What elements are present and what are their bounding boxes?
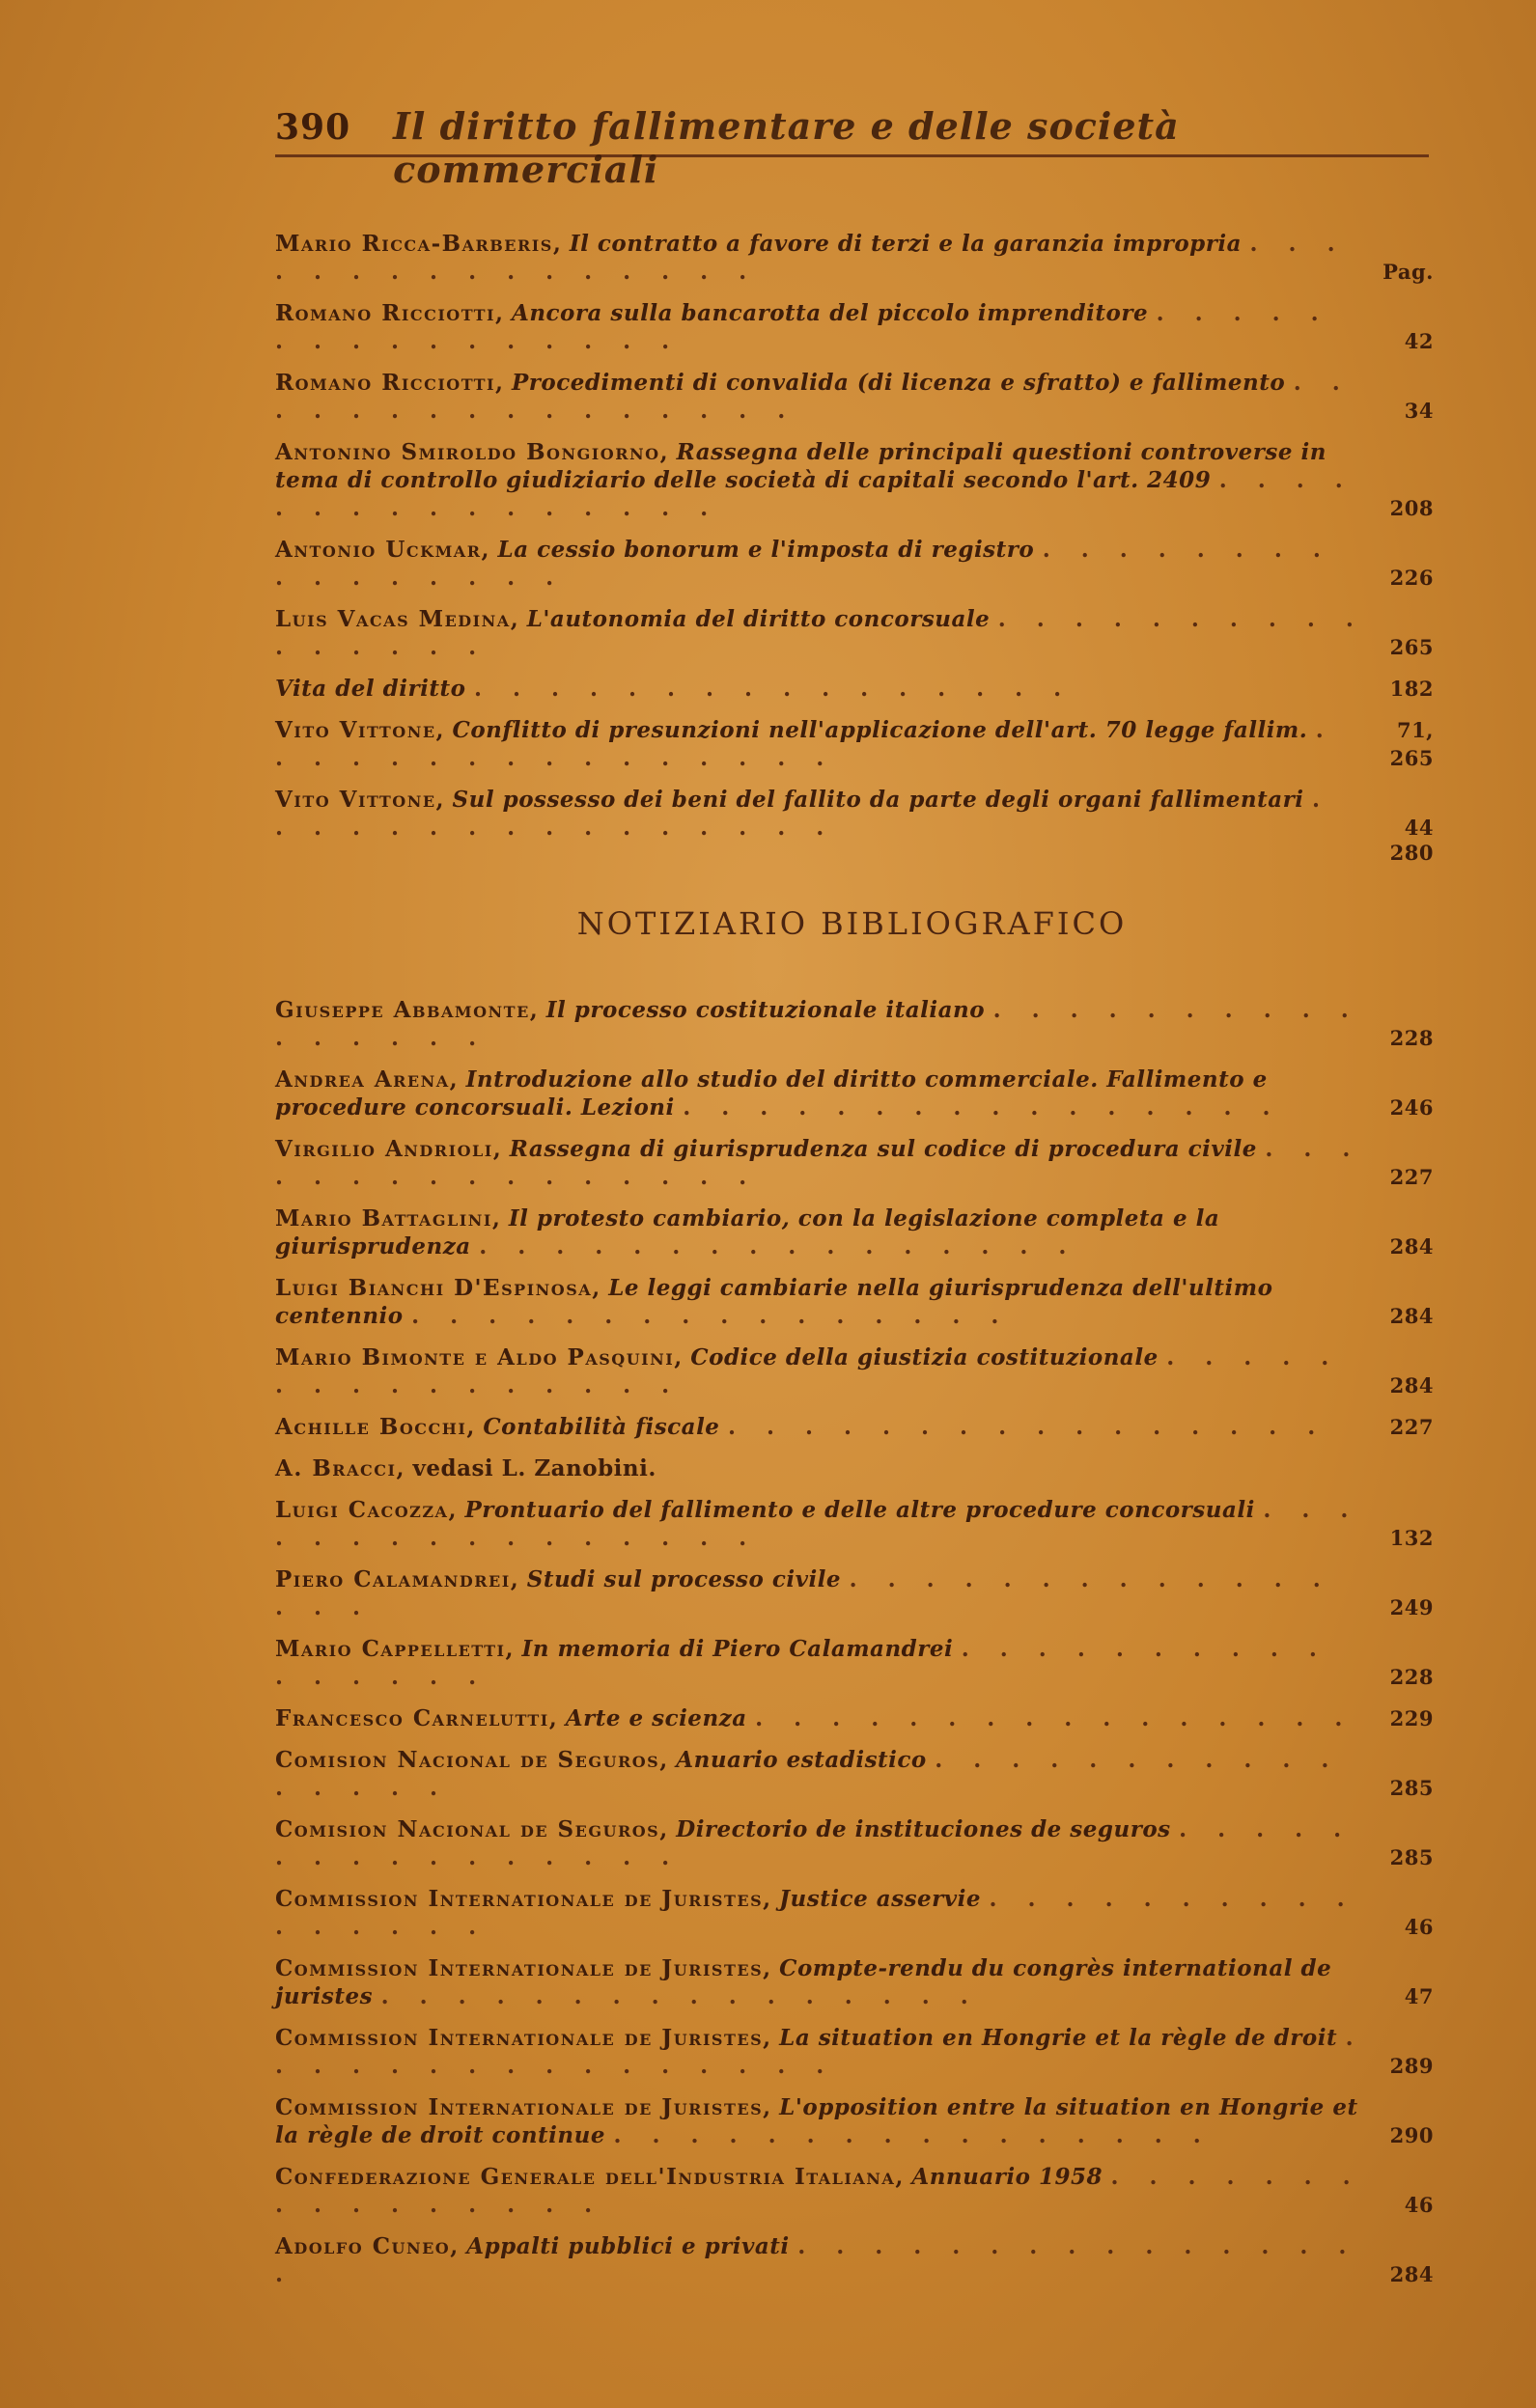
list-item: Andrea Arena, Introduzione allo studio del diritto commerciale. Fallimento e procedure concorsuali. Lezioni . . . . . . . . . . . . . . . . 246 bbox=[275, 1066, 1434, 1121]
entry-author: Virgilio Andrioli bbox=[275, 1136, 493, 1162]
entry-title: Directorio de instituciones de seguros bbox=[676, 1816, 1171, 1842]
page-number: 390 bbox=[275, 107, 351, 148]
entry-crossref: vedasi L. Zanobini. bbox=[412, 1455, 656, 1481]
entry-page: 182 bbox=[1389, 677, 1434, 701]
list-item: Virgilio Andrioli, Rassegna di giurisprudenza sul codice di procedura civile . . . . . . . . . . . . . . . . 227 bbox=[275, 1136, 1434, 1190]
running-header bbox=[275, 104, 1429, 191]
entry-page: 228 bbox=[1389, 1026, 1434, 1050]
entry-author: Antonino Smiroldo Bongiorno bbox=[275, 439, 660, 465]
list-item: Commission Internationale de Juristes, La situation en Hongrie et la règle de droit . . . . . . . . . . . . . . . . 289 bbox=[275, 2025, 1434, 2079]
list-item: Comision Nacional de Seguros, Anuario estadistico . . . . . . . . . . . . . . . . 285 bbox=[275, 1747, 1434, 1801]
entry-author: Luis Vacas Medina bbox=[275, 606, 511, 632]
entry-title: Le leggi cambiarie nella giurisprudenza dell'ultimo centennio bbox=[275, 1275, 1273, 1329]
list-item: Achille Bocchi, Contabilità fiscale . . . . . . . . . . . . . . . . 227 bbox=[275, 1414, 1434, 1440]
section-title: NOTIZIARIO BIBLIOGRAFICO bbox=[576, 905, 1128, 942]
entry-page: 249 bbox=[1389, 1595, 1434, 1619]
list-item: Mario Battaglini, Il protesto cambiario, con la legislazione completa e la giurisprudenza . . . . . . . . . . . . . . . . 284 bbox=[275, 1205, 1434, 1259]
articles-list bbox=[275, 230, 1434, 880]
entry-page: 285 bbox=[1389, 1776, 1434, 1800]
entry-author: Mario Bimonte e Aldo Pasquini bbox=[275, 1344, 675, 1370]
entry-page: 290 bbox=[1389, 2123, 1434, 2147]
entry-author: Confederazione Generale dell'Industria Italiana bbox=[275, 2164, 896, 2190]
entry-author: Vito Vittone bbox=[275, 787, 436, 813]
entry-title: Justice asservie bbox=[779, 1886, 982, 1912]
list-item: Vito Vittone, Conflitto di presunzioni nell'applicazione dell'art. 70 legge fallim. . . . . . . . . . . . . . . . . 71, 265 bbox=[275, 717, 1434, 771]
entry-author: A. Bracci bbox=[275, 1455, 397, 1481]
list-item: Adolfo Cuneo, Appalti pubblici e privati . . . . . . . . . . . . . . . . 284 bbox=[275, 2233, 1434, 2287]
list-item: Piero Calamandrei, Studi sul processo civile . . . . . . . . . . . . . . . . 249 bbox=[275, 1566, 1434, 1620]
entry-author: Comision Nacional de Seguros bbox=[275, 1747, 660, 1773]
entry-author: Andrea Arena bbox=[275, 1066, 450, 1093]
list-item: Confederazione Generale dell'Industria Italiana, Annuario 1958 . . . . . . . . . . . . . . . . 46 bbox=[275, 2164, 1434, 2218]
entry-page: 229 bbox=[1389, 1706, 1434, 1730]
list-item: Vito Vittone, Sul possesso dei beni del fallito da parte degli organi fallimentari . . . . . . . . . . . . . . . . 44 bbox=[275, 787, 1434, 841]
entry-page: 47 bbox=[1404, 1984, 1434, 2008]
entry-title: Rassegna delle principali questioni controverse in tema di controllo giudiziario delle società di capitali secondo l'art. 2409 bbox=[275, 439, 1327, 493]
entry-page: 44 bbox=[1404, 816, 1434, 840]
entry-author: Commission Internationale de Juristes bbox=[275, 1955, 764, 1981]
entry-title: Prontuario del fallimento e delle altre procedure concorsuali bbox=[464, 1497, 1255, 1523]
entry-title: L'autonomia del diritto concorsuale bbox=[526, 606, 991, 632]
entry-title: La cessio bonorum e l'imposta di registro bbox=[497, 537, 1035, 563]
entry-author: Luigi Cacozza bbox=[275, 1497, 449, 1523]
entry-author: Mario Cappelletti bbox=[275, 1636, 506, 1662]
entry-author: Achille Bocchi bbox=[275, 1414, 467, 1440]
entry-title: Procedimenti di convalida (di licenza e sfratto) e fallimento bbox=[511, 370, 1286, 396]
entry-author: Mario Battaglini bbox=[275, 1205, 492, 1232]
entry-author: Commission Internationale de Juristes bbox=[275, 2025, 764, 2051]
entry-page: 34 bbox=[1404, 399, 1434, 423]
entry-title: La situation en Hongrie et la règle de droit bbox=[779, 2025, 1338, 2051]
entry-author: Romano Ricciotti bbox=[275, 370, 495, 396]
entry-page: 208 bbox=[1389, 496, 1434, 520]
entry-title: Codice della giustizia costituzionale bbox=[690, 1344, 1159, 1370]
list-item: Antonio Uckmar, La cessio bonorum e l'imposta di registro . . . . . . . . . . . . . . . . 226 bbox=[275, 537, 1434, 591]
entry-page: 71, 265 bbox=[1389, 718, 1434, 770]
entry-title: L'opposition entre la situation en Hongrie et la règle de droit continue bbox=[275, 2094, 1358, 2148]
entry-title: Studi sul processo civile bbox=[526, 1566, 842, 1592]
list-item: Francesco Carnelutti, Arte e scienza . . . . . . . . . . . . . . . . 229 bbox=[275, 1705, 1434, 1731]
list-item: Commission Internationale de Juristes, Compte-rendu du congrès international de juristes . . . . . . . . . . . . . . . . 47 bbox=[275, 1955, 1434, 2009]
list-item: Vita del diritto . . . . . . . . . . . . . . . . 182 bbox=[275, 676, 1434, 702]
running-title: Il diritto fallimentare e delle società commerciali bbox=[393, 104, 1180, 191]
entry-author: Romano Ricciotti bbox=[275, 300, 495, 326]
entry-title: Rassegna di giurisprudenza sul codice di procedura civile bbox=[509, 1136, 1257, 1162]
entry-author: Piero Calamandrei bbox=[275, 1566, 511, 1592]
list-item: Commission Internationale de Juristes, Justice asservie . . . . . . . . . . . . . . . . 46 bbox=[275, 1886, 1434, 1940]
entry-page: 228 bbox=[1389, 1665, 1434, 1689]
entry-page: 280 bbox=[1389, 841, 1434, 865]
entry-author: Mario Ricca-Barberis bbox=[275, 231, 553, 257]
list-item: Giuseppe Abbamonte, Il processo costituzionale italiano . . . . . . . . . . . . . . . . 228 bbox=[275, 997, 1434, 1051]
entry-author: Adolfo Cuneo bbox=[275, 2233, 451, 2259]
entry-title: In memoria di Piero Calamandrei bbox=[521, 1636, 954, 1662]
entry-page: 132 bbox=[1389, 1526, 1434, 1550]
entry-title: Compte-rendu du congrès international de juristes bbox=[275, 1955, 1332, 2009]
entry-page: 285 bbox=[1389, 1845, 1434, 1869]
entry-title: Contabilità fiscale bbox=[483, 1414, 720, 1440]
entry-title: Ancora sulla bancarotta del piccolo imprenditore bbox=[511, 300, 1149, 326]
entry-title: Annuario 1958 bbox=[911, 2164, 1103, 2190]
list-item: Luigi Cacozza, Prontuario del fallimento e delle altre procedure concorsuali . . . . . . . . . . . . . . . . 132 bbox=[275, 1497, 1434, 1551]
entry-page: 265 bbox=[1389, 635, 1434, 659]
list-item: Romano Ricciotti, Ancora sulla bancarotta del piccolo imprenditore . . . . . . . . . . . . . . . . 42 bbox=[275, 300, 1434, 354]
entry-title: Vita del diritto bbox=[275, 676, 466, 702]
list-item bbox=[275, 841, 1434, 867]
entry-title: Introduzione allo studio del diritto commerciale. Fallimento e procedure concorsuali. Lezioni bbox=[275, 1066, 1268, 1121]
entry-title: Appalti pubblici e privati bbox=[466, 2233, 790, 2259]
bibliography-list bbox=[275, 996, 1434, 2302]
entry-page: Pag. bbox=[1382, 260, 1434, 284]
list-item: Comision Nacional de Seguros, Directorio de instituciones de seguros . . . . . . . . . . . . . . . . 285 bbox=[275, 1816, 1434, 1870]
list-item: Mario Cappelletti, In memoria di Piero Calamandrei . . . . . . . . . . . . . . . . 228 bbox=[275, 1636, 1434, 1690]
list-item: Antonino Smiroldo Bongiorno, Rassegna delle principali questioni controverse in tema di controllo giudiziario delle società di capitali secondo l'art. 2409 . . . . . . . . . . . . . . . . 208 bbox=[275, 439, 1434, 521]
entry-page: 289 bbox=[1389, 2054, 1434, 2078]
entry-page: 227 bbox=[1389, 1415, 1434, 1439]
entry-author: Commission Internationale de Juristes bbox=[275, 1886, 764, 1912]
entry-page: 284 bbox=[1389, 1373, 1434, 1398]
entry-page: 46 bbox=[1404, 2193, 1434, 2217]
entry-page: 284 bbox=[1389, 2262, 1434, 2286]
entry-page: 284 bbox=[1389, 1234, 1434, 1259]
list-item: Mario Ricca-Barberis, Il contratto a favore di terzi e la garanzia impropria . . . . . . . . . . . . . . . . Pag. bbox=[275, 231, 1434, 285]
entry-title: Conflitto di presunzioni nell'applicazione dell'art. 70 legge fallim. bbox=[452, 717, 1308, 743]
entry-author: Commission Internationale de Juristes bbox=[275, 2094, 764, 2120]
entry-author: Antonio Uckmar bbox=[275, 537, 482, 563]
entry-title: Anuario estadistico bbox=[676, 1747, 927, 1773]
entry-page: 46 bbox=[1404, 1915, 1434, 1939]
list-item: Luigi Bianchi D'Espinosa, Le leggi cambiarie nella giurisprudenza dell'ultimo centennio . . . . . . . . . . . . . . . . 284 bbox=[275, 1275, 1434, 1329]
entry-page: 226 bbox=[1389, 566, 1434, 590]
list-item: Mario Bimonte e Aldo Pasquini, Codice della giustizia costituzionale . . . . . . . . . . . . . . . . 284 bbox=[275, 1344, 1434, 1398]
entry-page: 284 bbox=[1389, 1304, 1434, 1328]
entry-title: Arte e scienza bbox=[565, 1705, 747, 1731]
list-item: Luis Vacas Medina, L'autonomia del diritto concorsuale . . . . . . . . . . . . . . . . 265 bbox=[275, 606, 1434, 660]
entry-page: 227 bbox=[1389, 1165, 1434, 1189]
entry-author: Giuseppe Abbamonte bbox=[275, 997, 530, 1023]
entry-title: Il protesto cambiario, con la legislazione completa e la giurisprudenza bbox=[275, 1205, 1220, 1259]
entry-author: Comision Nacional de Seguros bbox=[275, 1816, 660, 1842]
entry-page: 42 bbox=[1404, 329, 1434, 353]
list-item: A. Bracci, vedasi L. Zanobini. bbox=[275, 1455, 656, 1481]
entry-title: Sul possesso dei beni del fallito da parte degli organi fallimentari bbox=[452, 787, 1304, 813]
entry-author: Luigi Bianchi D'Espinosa bbox=[275, 1275, 593, 1301]
entry-author: Francesco Carnelutti bbox=[275, 1705, 549, 1731]
list-item: Romano Ricciotti, Procedimenti di convalida (di licenza e sfratto) e fallimento . . . . . . . . . . . . . . . . 34 bbox=[275, 370, 1434, 424]
list-item: Commission Internationale de Juristes, L'opposition entre la situation en Hongrie et la règle de droit continue . . . . . . . . . . . . . . . . 290 bbox=[275, 2094, 1434, 2148]
entry-title: Il processo costituzionale italiano bbox=[545, 997, 986, 1023]
entry-title: Il contratto a favore di terzi e la garanzia impropria bbox=[569, 231, 1243, 257]
entry-page: 246 bbox=[1389, 1095, 1434, 1120]
entry-author: Vito Vittone bbox=[275, 717, 436, 743]
